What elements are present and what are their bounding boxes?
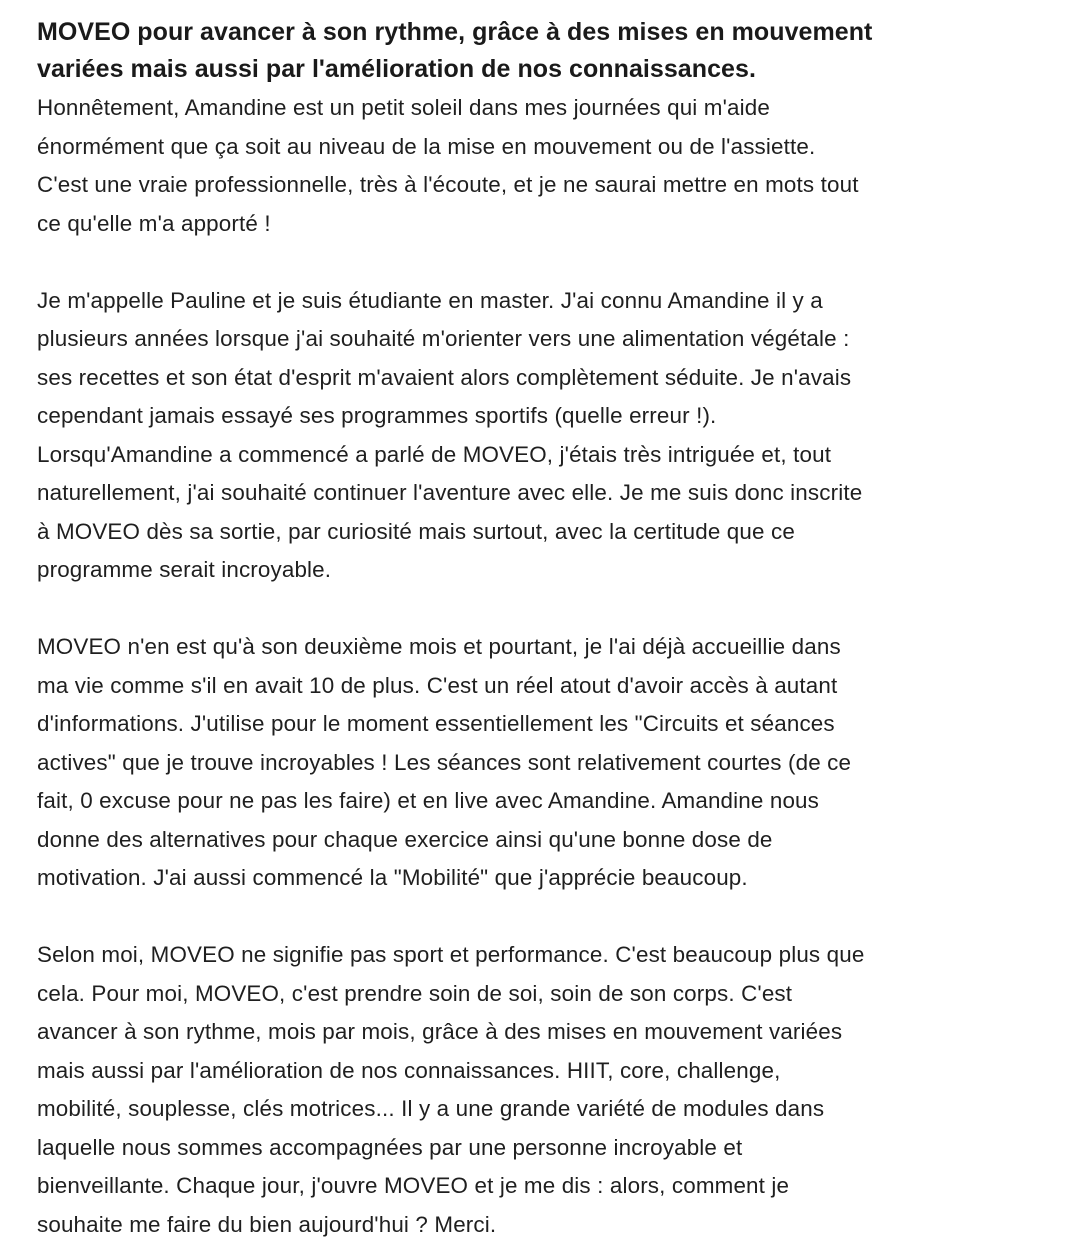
text-line: C'est une vraie professionnelle, très à l'écoute, et je ne saurai mettre en mots tout — [37, 166, 1057, 205]
text-line: mais aussi par l'amélioration de nos connaissances. HIIT, core, challenge, — [37, 1052, 1057, 1091]
text-line: cela. Pour moi, MOVEO, c'est prendre soin de soi, soin de son corps. C'est — [37, 975, 1057, 1014]
text-line: donne des alternatives pour chaque exercice ainsi qu'une bonne dose de — [37, 821, 1057, 860]
text-line: avancer à son rythme, mois par mois, grâce à des mises en mouvement variées — [37, 1013, 1057, 1052]
title-line: variées mais aussi par l'amélioration de nos connaissances. — [37, 51, 1057, 88]
review-paragraph-background — [37, 282, 1057, 590]
review — [37, 14, 1057, 1244]
text-line: à MOVEO dès sa sortie, par curiosité mais surtout, avec la certitude que ce — [37, 513, 1057, 552]
text-line: MOVEO n'en est qu'à son deuxième mois et pourtant, je l'ai déjà accueillie dans — [37, 628, 1057, 667]
text-line: plusieurs années lorsque j'ai souhaité m'orienter vers une alimentation végétale : — [37, 320, 1057, 359]
text-line: motivation. J'ai aussi commencé la "Mobilité" que j'apprécie beaucoup. — [37, 859, 1057, 898]
text-line: naturellement, j'ai souhaité continuer l'aventure avec elle. Je me suis donc inscrite — [37, 474, 1057, 513]
text-line: Honnêtement, Amandine est un petit soleil dans mes journées qui m'aide — [37, 89, 1057, 128]
text-line: souhaite me faire du bien aujourd'hui ? Merci. — [37, 1206, 1057, 1244]
text-line: Lorsqu'Amandine a commencé a parlé de MOVEO, j'étais très intriguée et, tout — [37, 436, 1057, 475]
text-line: d'informations. J'utilise pour le moment essentiellement les "Circuits et séances — [37, 705, 1057, 744]
review-title — [37, 14, 1057, 88]
text-line: programme serait incroyable. — [37, 551, 1057, 590]
text-line: Selon moi, MOVEO ne signifie pas sport et performance. C'est beaucoup plus que — [37, 936, 1057, 975]
text-line: actives" que je trouve incroyables ! Les séances sont relativement courtes (de ce — [37, 744, 1057, 783]
text-line: mobilité, souplesse, clés motrices... Il y a une grande variété de modules dans — [37, 1090, 1057, 1129]
text-line: Je m'appelle Pauline et je suis étudiante en master. J'ai connu Amandine il y a — [37, 282, 1057, 321]
title-line: MOVEO pour avancer à son rythme, grâce à des mises en mouvement — [37, 14, 1057, 51]
text-line: fait, 0 excuse pour ne pas les faire) et en live avec Amandine. Amandine nous — [37, 782, 1057, 821]
text-line: énormément que ça soit au niveau de la mise en mouvement ou de l'assiette. — [37, 128, 1057, 167]
review-body — [37, 89, 1057, 1244]
text-line: ce qu'elle m'a apporté ! — [37, 205, 1057, 244]
text-line: cependant jamais essayé ses programmes sportifs (quelle erreur !). — [37, 397, 1057, 436]
review-paragraph-conclusion — [37, 936, 1057, 1244]
review-paragraph-intro — [37, 89, 1057, 243]
text-line: ma vie comme s'il en avait 10 de plus. C'est un réel atout d'avoir accès à autant — [37, 667, 1057, 706]
review-paragraph-experience — [37, 628, 1057, 898]
text-line: ses recettes et son état d'esprit m'avaient alors complètement séduite. Je n'avais — [37, 359, 1057, 398]
text-line: laquelle nous sommes accompagnées par une personne incroyable et — [37, 1129, 1057, 1168]
text-line: bienveillante. Chaque jour, j'ouvre MOVEO et je me dis : alors, comment je — [37, 1167, 1057, 1206]
